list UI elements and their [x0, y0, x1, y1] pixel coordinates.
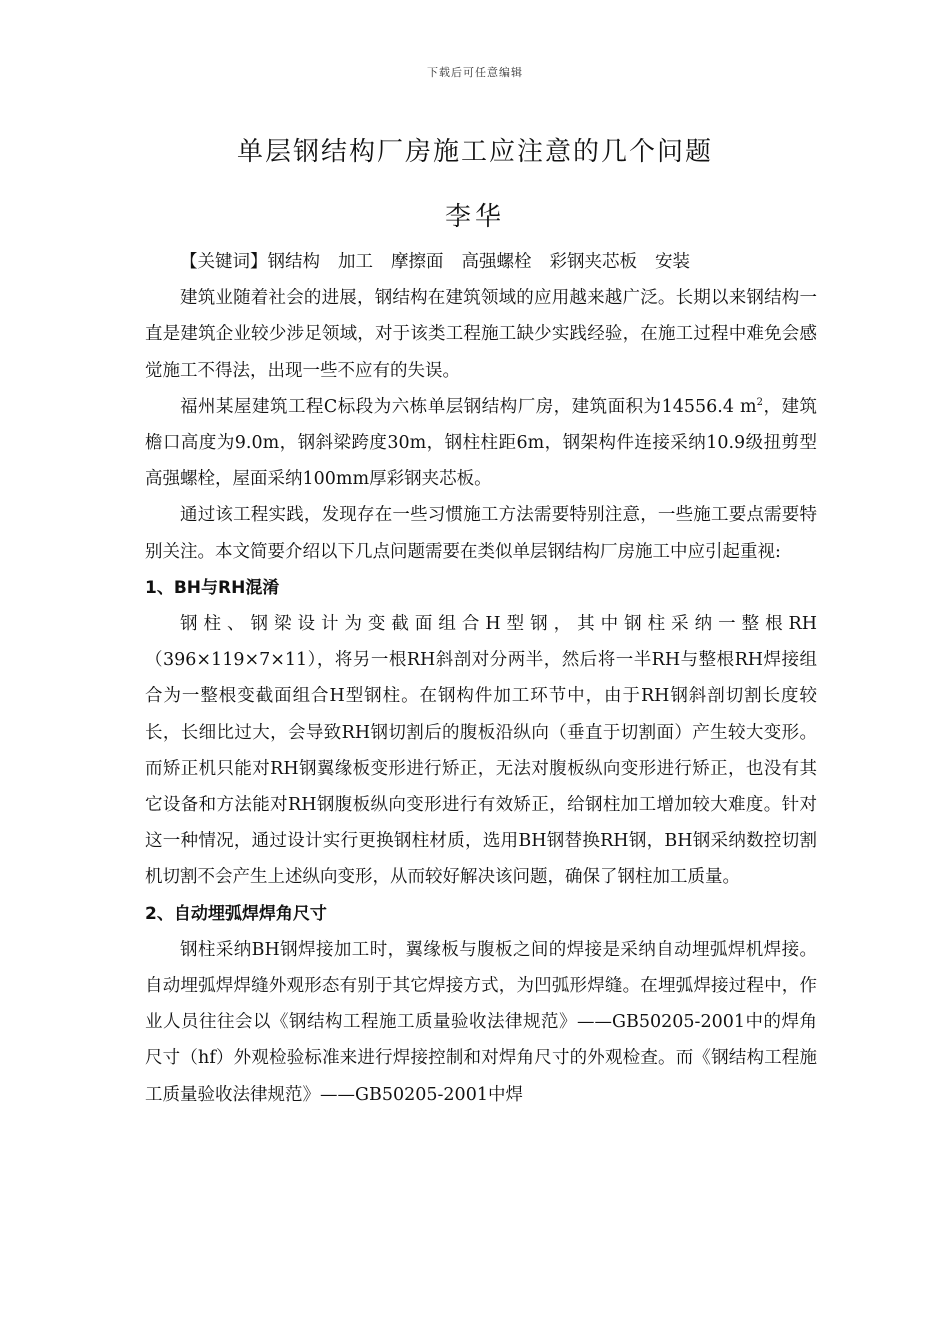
- project-text-a: 福州某屋建筑工程C标段为六栋单层钢结构厂房，建筑面积为14556.4 m: [180, 396, 757, 417]
- author-name: 李华: [444, 202, 505, 232]
- area-superscript: 2: [756, 396, 764, 408]
- section-heading: 1、BH与RH混淆: [145, 577, 280, 598]
- keyword: 加工: [338, 252, 373, 272]
- section-body: 钢柱采纳BH钢焊接加工时，翼缘板与腹板之间的焊接是采纳自动埋弧焊机焊接。自动埋弧焊焊缝外观形态有别于其它焊接方式，为凹弧形焊缝。在埋弧焊接过程中，作业人员往往会以《钢结构工程施工质量验收法律规范》——GB50205-2001中的焊角尺寸（hf）外观检验标准来进行焊接控制和对焊角尺寸的外观检查。而《钢结构工程施工质量验收法律规范》——GB50205-2001中焊: [145, 939, 817, 1105]
- section-heading: 2、自动埋弧焊焊角尺寸: [145, 903, 327, 924]
- intro-paragraph: 建筑业随着社会的进展，钢结构在建筑领域的应用越来越广泛。长期以来钢结构一直是建筑企业较少涉足领域，对于该类工程施工缺少实践经验，在施工过程中难免会感觉施工不得法，出现一些不应有的失误。: [145, 288, 817, 381]
- keyword: 彩钢夹芯板: [549, 252, 637, 272]
- project-text-b: ，建筑檐口高度为9.0m，钢斜梁跨度30m，钢柱柱距6m，钢架构件连接采纳10.9级扭剪型高强螺栓，屋面采纳100mm厚彩钢夹芯板。: [145, 396, 818, 490]
- keyword: 安装: [655, 252, 690, 272]
- keywords-line: [145, 244, 817, 280]
- section-body: 钢柱、钢梁设计为变截面组合H型钢，其中钢柱采纳一整根RH（396×119×7×11），将另一根RH斜剖对分两半，然后将一半RH与整根RH焊接组合为一整根变截面组合H型钢柱。在钢构件加工环节中，由于RH钢斜剖切割长度较长，长细比过大，会导致RH钢切割后的腹板沿纵向（垂直于切割面）产生较大变形。而矫正机只能对RH钢翼缘板变形进行矫正，无法对腹板纵向变形进行矫正，也没有其它设备和方法能对RH钢腹板纵向变形进行有效矫正，给钢柱加工增加较大难度。针对这一种情况，通过设计实行更换钢柱材质，选用BH钢替换RH钢，BH钢采纳数控切割机切割不会产生上述纵向变形，从而较好解决该问题，确保了钢柱加工质量。: [145, 614, 817, 888]
- keywords-label: 【关键词】: [180, 252, 268, 272]
- keyword: 摩擦面: [391, 252, 444, 272]
- practice-paragraph: 通过该工程实践，发现存在一些习惯施工方法需要特别注意，一些施工要点需要特别关注。本文简要介绍以下几点问题需要在类似单层钢结构厂房施工中应引起重视:: [145, 505, 817, 562]
- keyword: 高强螺栓: [461, 252, 532, 272]
- project-paragraph: [145, 389, 817, 498]
- keyword: 钢结构: [267, 252, 320, 272]
- document-body: [145, 244, 817, 1113]
- header-note: 下载后可任意编辑: [427, 66, 523, 79]
- document-title: 单层钢结构厂房施工应注意的几个问题: [236, 137, 713, 167]
